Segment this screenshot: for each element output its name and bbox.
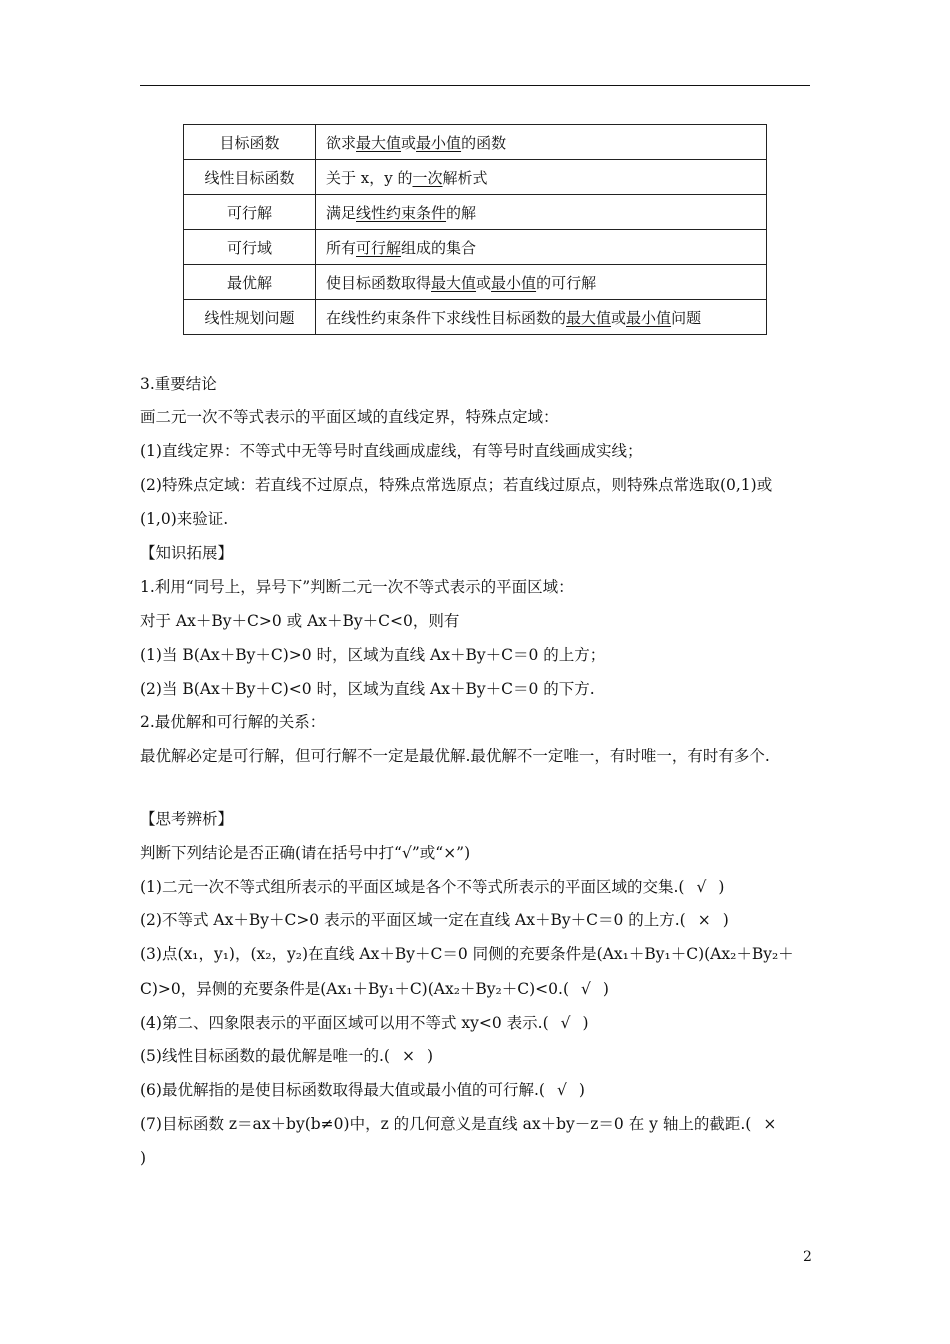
- section-heading: 【知识拓展】: [140, 544, 234, 562]
- table-row: [184, 125, 767, 160]
- desc-cell: 关于 x，y 的一次解析式: [316, 160, 767, 195]
- answer-mark: √: [560, 1014, 571, 1032]
- question-1: (1)二元一次不等式组所表示的平面区域是各个不等式所表示的平面区域的交集.( √ ): [140, 878, 725, 896]
- question-2: (2)不等式 Ax＋By＋C>0 表示的平面区域一定在直线 Ax＋By＋C＝0 的上方.( × ): [140, 911, 729, 929]
- table-row: [184, 300, 767, 335]
- desc-cell: 使目标函数取得最大值或最小值的可行解: [316, 265, 767, 300]
- question-7-close: ): [140, 1149, 147, 1167]
- paragraph: (1)当 B(Ax＋By＋C)>0 时，区域为直线 Ax＋By＋C＝0 的上方；: [140, 646, 606, 664]
- table-row: [184, 160, 767, 195]
- section-heading: 3.重要结论: [140, 375, 217, 393]
- paragraph: 对于 Ax＋By＋C>0 或 Ax＋By＋C<0，则有: [140, 612, 460, 630]
- header-rule: [140, 85, 810, 86]
- term-cell: 目标函数: [184, 125, 316, 160]
- paragraph: (2)当 B(Ax＋By＋C)<0 时，区域为直线 Ax＋By＋C＝0 的下方.: [140, 680, 595, 698]
- section-heading: 【思考辨析】: [140, 810, 234, 828]
- question-5: (5)线性目标函数的最优解是唯一的.( × ): [140, 1047, 433, 1065]
- question-4: (4)第二、四象限表示的平面区域可以用不等式 xy<0 表示.( √ ): [140, 1014, 589, 1032]
- answer-mark: √: [696, 878, 707, 896]
- term-cell: 可行解: [184, 195, 316, 230]
- paragraph: (2)特殊点定域：若直线不过原点，特殊点常选原点；若直线过原点，则特殊点常选取(0,1)或: [140, 476, 773, 494]
- question-3-cont: C)>0，异侧的充要条件是(Ax₁＋By₁＋C)(Ax₂＋By₂＋C)<0.( √ ): [140, 980, 609, 998]
- table-row: [184, 230, 767, 265]
- question-7: (7)目标函数 z＝ax＋by(b≠0)中，z 的几何意义是直线 ax＋by－z＝0 在 y 轴上的截距.( ×: [140, 1114, 788, 1134]
- answer-mark: ×: [697, 911, 711, 929]
- desc-cell: 满足线性约束条件的解: [316, 195, 767, 230]
- desc-cell: 所有可行解组成的集合: [316, 230, 767, 265]
- desc-cell: 在线性约束条件下求线性目标函数的最大值或最小值问题: [316, 300, 767, 335]
- paragraph: 画二元一次不等式表示的平面区域的直线定界，特殊点定域：: [140, 408, 559, 426]
- paragraph: 2.最优解和可行解的关系：: [140, 713, 326, 731]
- term-cell: 可行域: [184, 230, 316, 265]
- question-3: (3)点(x₁，y₁)，(x₂，y₂)在直线 Ax＋By＋C＝0 同侧的充要条件是(Ax₁＋By₁＋C)(Ax₂＋By₂＋: [140, 945, 794, 963]
- page-number: 2: [803, 1249, 812, 1265]
- answer-mark: ×: [401, 1047, 415, 1065]
- term-cell: 最优解: [184, 265, 316, 300]
- paragraph: (1)直线定界：不等式中无等号时直线画成虚线，有等号时直线画成实线；: [140, 442, 643, 460]
- paragraph: 1.利用“同号上，异号下”判断二元一次不等式表示的平面区域：: [140, 578, 574, 596]
- answer-mark: ×: [763, 1115, 777, 1133]
- term-cell: 线性目标函数: [184, 160, 316, 195]
- table-row: [184, 265, 767, 300]
- paragraph: 判断下列结论是否正确(请在括号中打“√”或“×”): [140, 844, 471, 862]
- table-row: [184, 195, 767, 230]
- answer-mark: √: [556, 1081, 567, 1099]
- definition-table: [183, 124, 767, 335]
- answer-mark: √: [581, 980, 591, 998]
- term-cell: 线性规划问题: [184, 300, 316, 335]
- desc-cell: 欲求最大值或最小值的函数: [316, 125, 767, 160]
- paragraph: (1,0)来验证.: [140, 510, 229, 528]
- question-6: (6)最优解指的是使目标函数取得最大值或最小值的可行解.( √ ): [140, 1081, 585, 1099]
- paragraph: 最优解必定是可行解，但可行解不一定是最优解.最优解不一定唯一，有时唯一，有时有多个.: [140, 747, 770, 765]
